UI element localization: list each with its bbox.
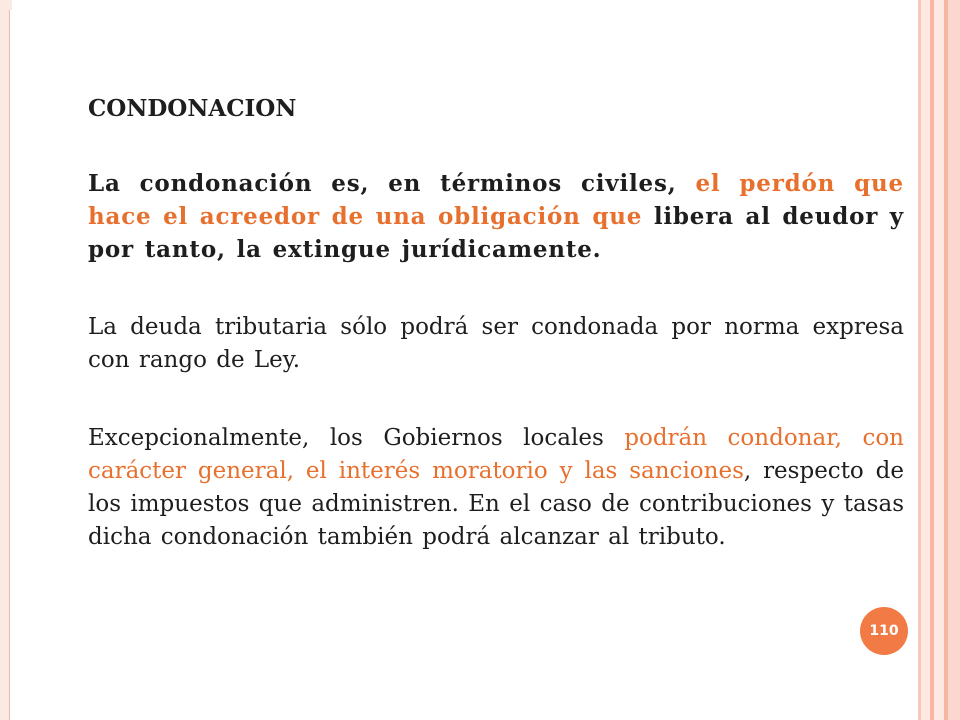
stripe: [934, 0, 944, 720]
stripe: [948, 0, 960, 720]
slide-title: CONDONACION: [88, 95, 297, 122]
exception-paragraph: [88, 422, 904, 554]
definition-text-end: libera al deudor y por tanto, la extingue jurídicamente.: [88, 203, 904, 263]
left-frame-border: [0, 0, 10, 720]
law-paragraph: La deuda tributaria sólo podrá ser condonada por norma expresa con rango de Ley.: [88, 314, 904, 373]
definition-text-start: La condonación es, en términos civiles,: [88, 170, 696, 197]
slide-content: [88, 92, 904, 599]
exception-text-end: , respecto de los impuestos que administren. En el caso de contribuciones y tasas dicha condonación también podrá alcanzar al tributo.: [88, 458, 904, 550]
definition-highlight: el perdón que hace el acreedor de una obligación que: [88, 170, 904, 230]
stripe: [921, 0, 930, 720]
right-decorative-stripes: [918, 0, 960, 720]
page-number-badge: 110: [860, 607, 908, 655]
exception-highlight: podrán condonar, con carácter general, el interés moratorio y las sanciones: [88, 425, 904, 484]
definition-paragraph: [88, 167, 904, 266]
top-left-frame-corner: [0, 0, 12, 10]
exception-text-start: Excepcionalmente, los Gobiernos locales: [88, 425, 625, 451]
